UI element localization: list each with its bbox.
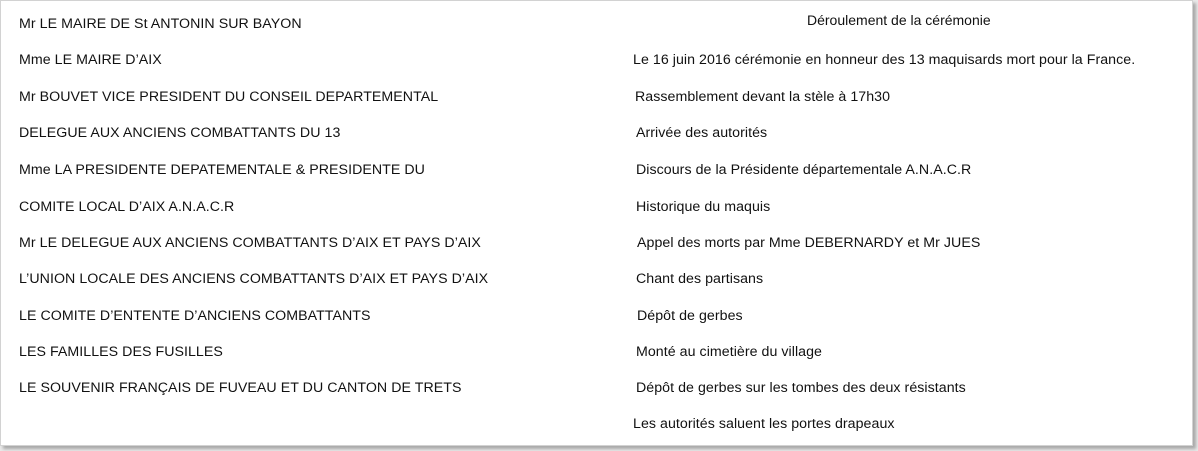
attendee-line: Mr BOUVET VICE PRESIDENT DU CONSEIL DEPARTEMENTAL	[19, 89, 439, 105]
attendee-line: Mr LE DELEGUE AUX ANCIENS COMBATTANTS D’AIX ET PAYS D’AIX	[19, 235, 481, 251]
program-step: Dépôt de gerbes	[637, 308, 743, 324]
program-step: Les autorités saluent les portes drapeaux	[633, 416, 895, 432]
attendee-line: LES FAMILLES DES FUSILLES	[19, 344, 223, 360]
attendee-line: Mr LE MAIRE DE St ANTONIN SUR BAYON	[19, 16, 302, 32]
program-step: Le 16 juin 2016 cérémonie en honneur des 13 maquisards mort pour la France.	[633, 52, 1136, 68]
attendee-line: Mme LE MAIRE D’AIX	[19, 52, 162, 68]
program-step: Arrivée des autorités	[636, 125, 768, 141]
attendee-line: LE SOUVENIR FRANÇAIS DE FUVEAU ET DU CANTON DE TRETS	[19, 380, 462, 396]
program-title: Déroulement de la cérémonie	[807, 12, 991, 28]
attendee-line: L’UNION LOCALE DES ANCIENS COMBATTANTS D’AIX ET PAYS D’AIX	[19, 271, 489, 287]
program-step: Historique du maquis	[636, 199, 771, 215]
attendee-line: Mme LA PRESIDENTE DEPATEMENTALE & PRESIDENTE DU	[19, 162, 425, 178]
program-step: Rassemblement devant la stèle à 17h30	[635, 89, 891, 105]
attendee-line: COMITE LOCAL D’AIX A.N.A.C.R	[19, 199, 235, 215]
program-step: Appel des morts par Mme DEBERNARDY et Mr JUES	[637, 235, 981, 251]
program-step: Dépôt de gerbes sur les tombes des deux résistants	[636, 380, 966, 396]
program-step: Discours de la Présidente départementale A.N.A.C.R	[636, 162, 972, 178]
program-step: Chant des partisans	[636, 271, 764, 287]
attendee-line: LE COMITE D’ENTENTE D’ANCIENS COMBATTANTS	[19, 308, 371, 324]
attendee-line: DELEGUE AUX ANCIENS COMBATTANTS DU 13	[19, 125, 341, 141]
program-step: Monté au cimetière du village	[636, 344, 822, 360]
